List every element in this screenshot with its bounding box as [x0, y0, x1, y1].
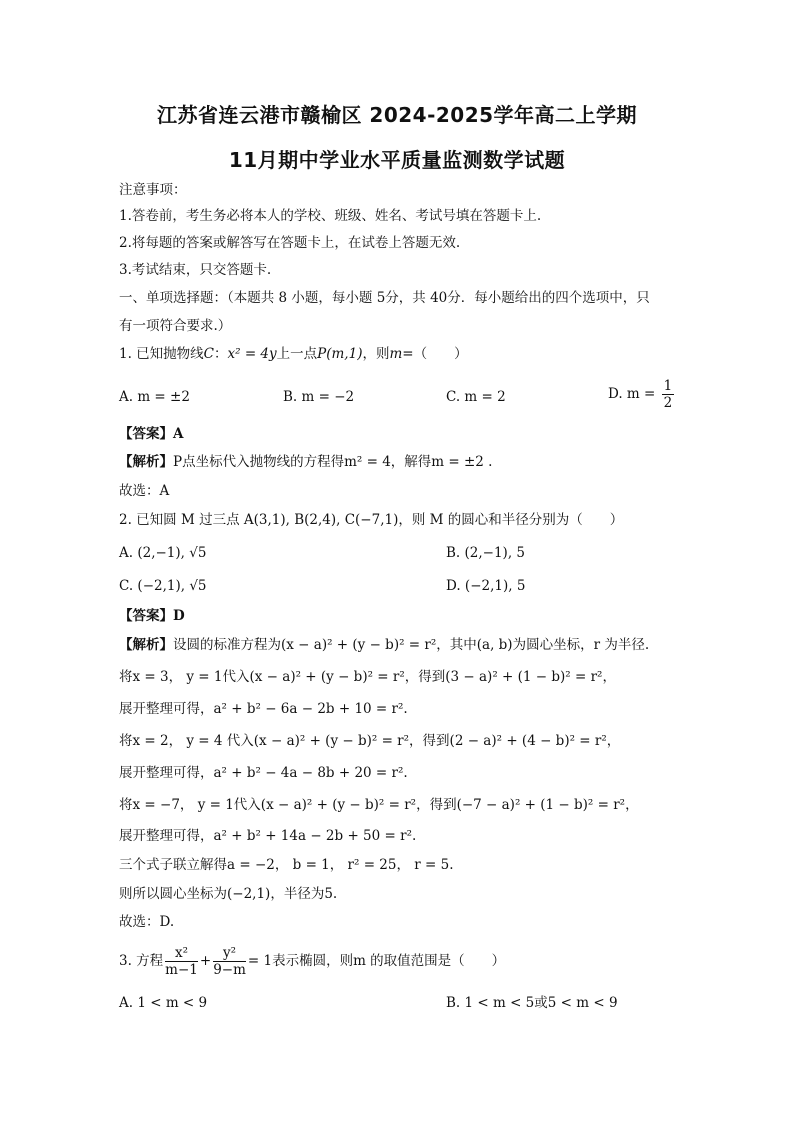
q2-answer: 【答案】D	[119, 608, 185, 624]
q1-option-d-label: D. m =	[608, 386, 656, 402]
q2-stem: 2. 已知圆 M 过三点 A(3,1), B(2,4), C(−7,1)，则 M 的圆心和半径分别为（ ）	[119, 512, 624, 528]
q3-option-b: B. 1 < m < 5或5 < m < 9	[446, 995, 618, 1011]
q3-plus: +	[199, 953, 212, 969]
q3-fraction-x	[165, 945, 198, 978]
q3-fraction-x-numerator: x²	[165, 945, 198, 962]
q1-conclusion: 故选：A	[119, 483, 170, 499]
q2-analysis-line-6: 将x = −7， y = 1代入(x − a)² + (y − b)² = r²，得到(−7 − a)² + (1 − b)² = r²，	[119, 797, 639, 813]
q1-stem	[119, 344, 468, 364]
section1-heading-line1: 一、单项选择题：（本题共 8 小题，每小题 5分，共 40分．每小题给出的四个选项中，只	[119, 290, 650, 306]
q1-variable: m	[389, 346, 403, 362]
q3-stem	[119, 942, 505, 980]
q2-analysis-line-5: 展开整理可得，a² + b² − 4a − 8b + 20 = r².	[119, 765, 408, 781]
q1-answer: 【答案】A	[119, 426, 184, 442]
q2-option-c: C. (−2,1), √5	[119, 578, 207, 594]
q1-analysis-label: 【解析】	[119, 454, 173, 470]
notice-item-2: 2.将每题的答案或解答写在答题卡上，在试卷上答题无效.	[119, 235, 461, 251]
notice-item-1: 1.答卷前，考生务必将本人的学校、班级、姓名、考试号填在答题卡上.	[119, 208, 542, 224]
q1-analysis	[119, 452, 492, 472]
q1-option-d-denominator: 2	[663, 395, 673, 411]
q1-curve-name: C	[203, 346, 215, 362]
q1-colon: ：	[214, 346, 228, 362]
q2-analysis-line-2: 将x = 3， y = 1代入(x − a)² + (y − b)² = r²，得到(3 − a)² + (1 − b)² = r²，	[119, 669, 616, 685]
q2-analysis-line-4: 将x = 2， y = 4 代入(x − a)² + (y − b)² = r²，得到(2 − a)² + (4 − b)² = r²，	[119, 733, 621, 749]
q3-fraction-y	[213, 945, 246, 978]
q2-option-a: A. (2,−1), √5	[119, 545, 207, 561]
q2-analysis-line-8: 三个式子联立解得a = −2， b = 1， r² = 25， r = 5.	[119, 857, 454, 873]
q1-stem-suffix: ，则	[362, 346, 390, 362]
section1-heading-line2: 有一项符合要求.）	[119, 318, 232, 334]
q2-analysis-label: 【解析】	[119, 637, 173, 653]
q3-fraction-y-numerator: y²	[213, 945, 246, 962]
q1-option-b: B. m = −2	[283, 389, 355, 405]
q1-point: P(m,1)	[317, 346, 363, 362]
q2-analysis-line-10: 故选：D.	[119, 914, 175, 930]
q1-option-a: A. m = ±2	[119, 389, 190, 405]
q2-analysis-line-3: 展开整理可得，a² + b² − 6a − 2b + 10 = r².	[119, 701, 408, 717]
q3-fraction-x-denominator: m−1	[165, 962, 198, 978]
q1-option-d-fraction	[662, 378, 675, 411]
q2-analysis-text-1: 设圆的标准方程为(x − a)² + (y − b)² = r²，其中(a, b)为圆心坐标，r 为半径.	[173, 637, 650, 653]
q1-stem-prefix: 1. 已知抛物线	[119, 346, 204, 362]
q2-analysis-line-1	[119, 635, 649, 655]
q3-stem-suffix: = 1表示椭圆，则m 的取值范围是（ ）	[247, 953, 506, 969]
q2-option-b: B. (2,−1), 5	[446, 545, 525, 561]
notice-heading: 注意事项：	[119, 182, 187, 198]
notice-item-3: 3.考试结束，只交答题卡.	[119, 262, 272, 278]
q1-option-d-numerator: 1	[663, 378, 673, 394]
q2-analysis-line-9: 则所以圆心坐标为(−2,1)，半径为5.	[119, 886, 338, 902]
q3-fraction-y-denominator: 9−m	[213, 962, 246, 978]
q1-analysis-body: P点坐标代入抛物线的方程得m² = 4，解得m = ±2 .	[173, 454, 493, 470]
q1-stem-mid: 上一点	[276, 346, 318, 362]
q1-option-c: C. m = 2	[446, 389, 506, 405]
q3-option-a: A. 1 < m < 9	[119, 995, 208, 1011]
title-line-1: 江苏省连云港市赣榆区 2024-2025学年高二上学期	[156, 103, 638, 127]
q3-stem-prefix: 3. 方程	[119, 953, 164, 969]
q2-option-d: D. (−2,1), 5	[446, 578, 526, 594]
title-line-2: 11月期中学业水平质量监测数学试题	[228, 148, 566, 172]
q2-analysis-line-7: 展开整理可得，a² + b² + 14a − 2b + 50 = r².	[119, 828, 417, 844]
q1-equation: x² = 4y	[227, 346, 277, 362]
q1-stem-end: =（ ）	[402, 346, 468, 362]
q1-option-d	[608, 378, 676, 411]
